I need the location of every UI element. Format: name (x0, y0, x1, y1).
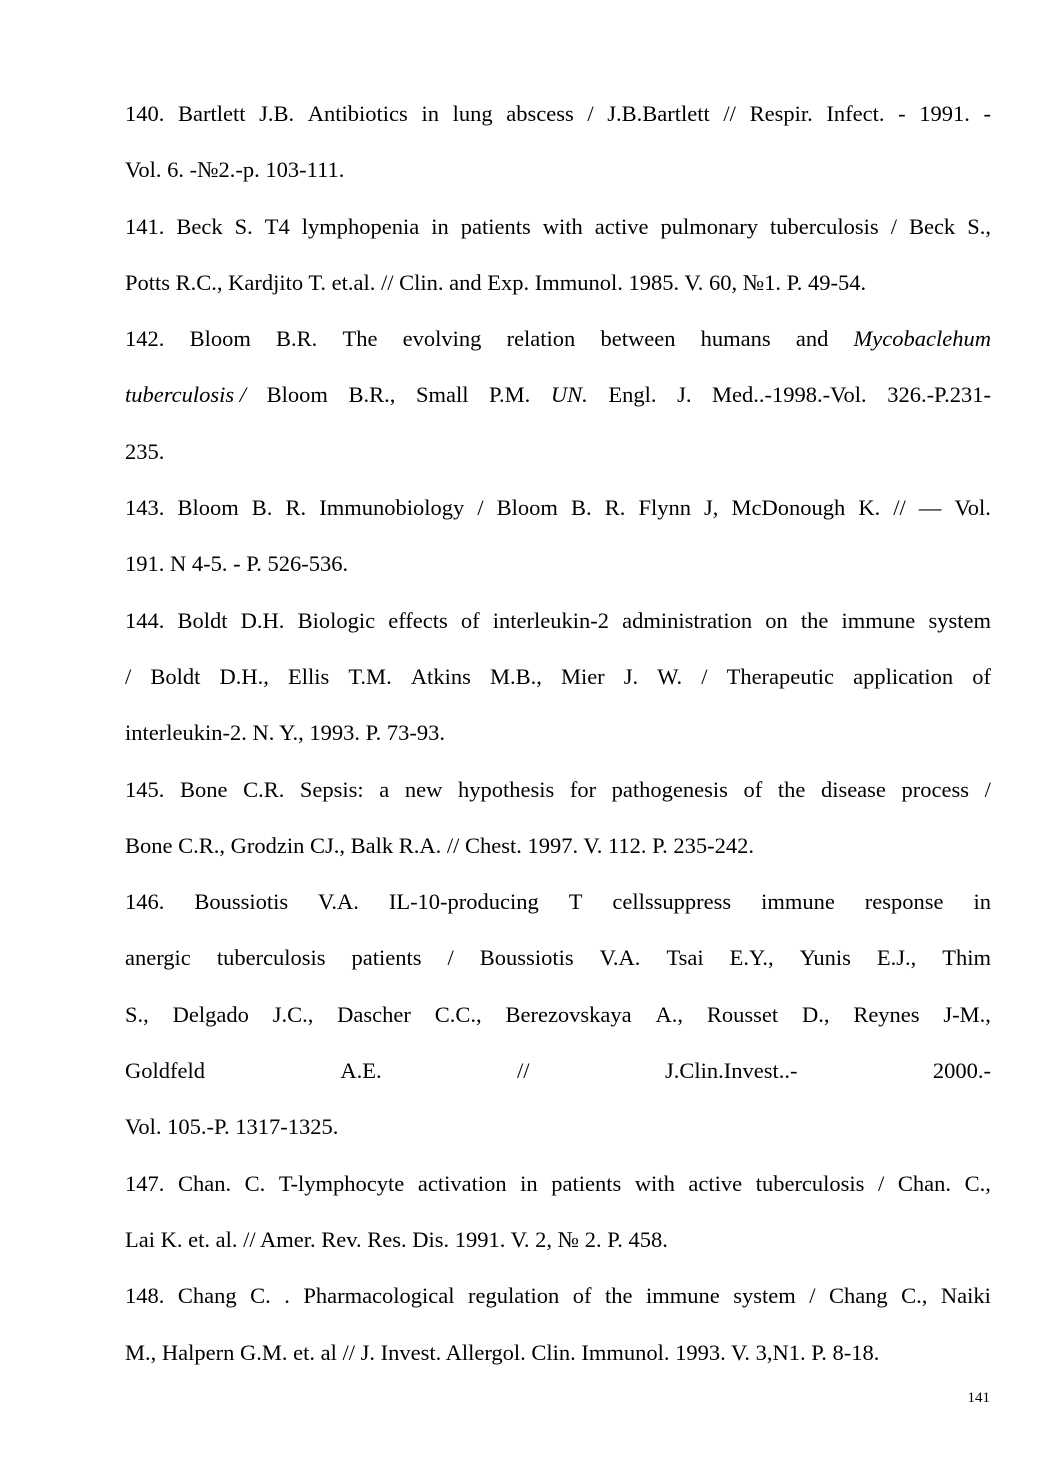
reference-144-line-2: / Boldt D.H., Ellis T.M. Atkins M.B., Mier J. W. / Therapeutic application of (125, 663, 991, 689)
reference-146-line-3: S., Delgado J.C., Dascher C.C., Berezovskaya A., Rousset D., Reynes J-M., (125, 1001, 991, 1027)
reference-145-line-2: Bone C.R., Grodzin CJ., Balk R.A. // Chest. 1997. V. 112. P. 235-242. (125, 832, 755, 858)
reference-number: 147. (125, 1170, 165, 1196)
page-number: 141 (967, 1390, 990, 1406)
reference-number: 141. (125, 213, 165, 239)
reference-144-line-1: 144. Boldt D.H. Biologic effects of interleukin-2 administration on the immune system (125, 593, 991, 649)
reference-146-line-4: Goldfeld A.E. // J.Clin.Invest..- 2000.- (125, 1058, 991, 1084)
reference-141-line-2: Potts R.C., Kardjito T. et.al. // Clin. and Exp. Immunol. 1985. V. 60, №1. P. 49-54. (125, 269, 867, 295)
reference-number: 148. (125, 1283, 165, 1309)
reference-146-line-5: Vol. 105.-P. 1317-1325. (125, 1114, 339, 1140)
reference-143-line-2: 191. N 4-5. - P. 526-536. (125, 551, 349, 577)
reference-number: 144. (125, 607, 165, 633)
reference-142-line-2: tuberculosis / Bloom B.R., Small P.M. UN. Engl. J. Med..-1998.-Vol. 326.-P.231- (125, 382, 991, 408)
reference-number: 145. (125, 776, 165, 802)
reference-142-line-3: 235. (125, 438, 165, 464)
reference-number: 146. (125, 889, 165, 915)
reference-142-line-1: 142. Bloom B.R. The evolving relation between humans and Mycobaclehum (125, 311, 991, 367)
reference-143-line-1: 143. Bloom B. R. Immunobiology / Bloom B. R. Flynn J, McDonough K. // — Vol. (125, 480, 991, 536)
reference-144-line-3: interleukin-2. N. Y., 1993. P. 73-93. (125, 720, 445, 746)
reference-148-line-1: 148. Chang C. . Pharmacological regulation of the immune system / Chang C., Naiki (125, 1268, 991, 1324)
reference-148-line-2: M., Halpern G.M. et. al // J. Invest. Allergol. Clin. Immunol. 1993. V. 3,N1. P. 8-18. (125, 1339, 880, 1365)
reference-140-line-1: 140. Bartlett J.B. Antibiotics in lung abscess / J.B.Bartlett // Respir. Infect. - 1991. - (125, 86, 991, 142)
reference-number: 142. (125, 326, 165, 352)
reference-number: 143. (125, 495, 165, 521)
reference-141-line-1: 141. Beck S. T4 lymphopenia in patients with active pulmonary tuberculosis / Beck S., (125, 199, 991, 255)
reference-145-line-1: 145. Bone C.R. Sepsis: a new hypothesis for pathogenesis of the disease process / (125, 762, 991, 818)
reference-146-line-1: 146. Boussiotis V.A. IL-10-producing T cellssuppress immune response in (125, 874, 991, 930)
reference-147-line-1: 147. Chan. C. T-lymphocyte activation in patients with active tuberculosis / Chan. C., (125, 1156, 991, 1212)
reference-number: 140. (125, 101, 165, 126)
reference-147-line-2: Lai K. et. al. // Amer. Rev. Res. Dis. 1991. V. 2, № 2. P. 458. (125, 1226, 668, 1252)
reference-146-line-2: anergic tuberculosis patients / Boussiotis V.A. Tsai E.Y., Yunis E.J., Thim (125, 945, 991, 971)
reference-list (125, 86, 991, 1381)
reference-140-line-2: Vol. 6. -№2.-p. 103-111. (125, 157, 345, 183)
